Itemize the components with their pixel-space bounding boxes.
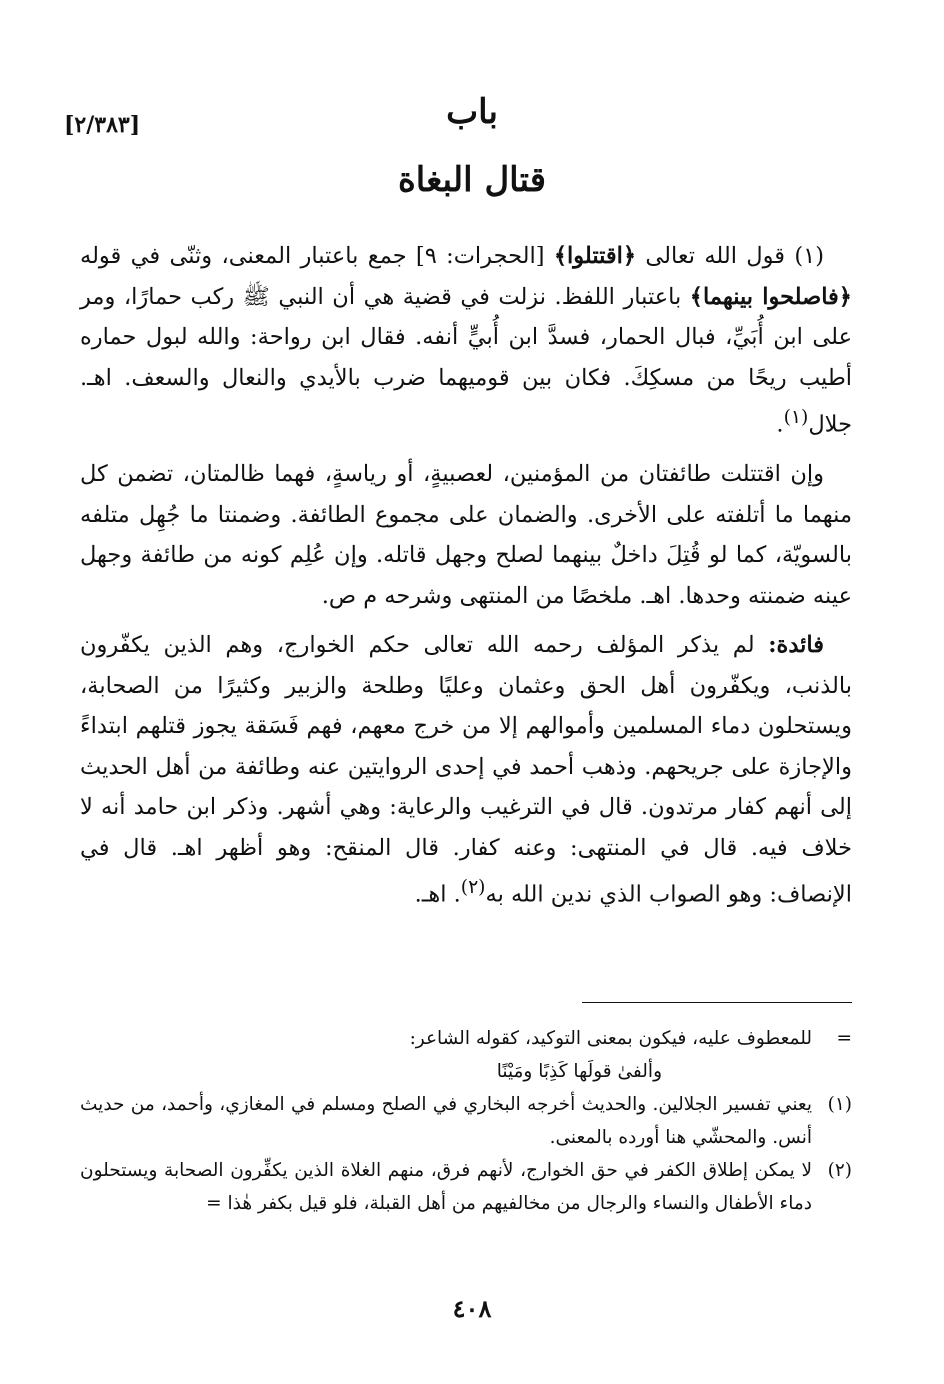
footnotes	[80, 1022, 852, 1220]
page-reference: [٢/٣٨٣]	[64, 112, 141, 138]
text-run: . اهـ.	[414, 881, 461, 908]
footnote-text: يعني تفسير الجلالين. والحديث أخرجه البخاري في الصلح ومسلم في المغازي، وأحمد، من حديث أنس. والمحشّي هنا أورده بالمعنى.	[80, 1094, 812, 1148]
footnote-continuation	[80, 1022, 852, 1088]
footnote-2	[80, 1154, 852, 1220]
chapter-label: باب	[446, 92, 498, 132]
footnote-text: لا يمكن إطلاق الكفر في حق الخوارج، لأنهم فرق، منهم الغلاة الذين يكفِّرون الصحابة ويستحلون دماء الأطفال والنساء والرجال من مخالفيهم من أهل القبلة، فلو قيل بكفر هٰذا =	[80, 1160, 812, 1214]
footnote-line: للمعطوف عليه، فيكون بمعنى التوكيد، كقوله الشاعر:	[409, 1028, 812, 1049]
main-text	[80, 236, 852, 924]
footnote-mark: (٢)	[827, 1160, 852, 1181]
text-run: (١) قول الله تعالى	[636, 243, 824, 269]
footnote-text	[80, 1022, 812, 1088]
text-run: [الحجرات: ٩] جمع باعتبار المعنى، وثنّى في قوله	[80, 243, 554, 269]
footnote-ref: (٢)	[460, 877, 486, 898]
page-number: ٤٠٨	[452, 1294, 492, 1323]
note-lead: فائدة:	[768, 632, 824, 658]
footnote-mark: =	[836, 1028, 852, 1049]
quran-quote: ﴿فاصلحوا بينهما﴾	[689, 283, 852, 310]
paragraph-1	[80, 236, 852, 445]
chapter-title: قتال البغاة	[397, 160, 547, 200]
paragraph-2: وإن اقتتلت طائفتان من المؤمنين، لعصبيةٍ، أو رياسةٍ، فهما ظالمتان، تضمن كل منهما ما أتلفته على الأخرى. والضمان على مجموع الطائفة. وضمنتا ما جُهِل متلفه بالسويّة، كما لو قُتِلَ داخلٌ بينهما لصلح وجهل قاتله. وإن عُلِم كونه من طائفة وجهل عينه ضمنته وحدها. اهـ. ملخصًا من المنتهى وشرحه م ص.	[80, 461, 852, 609]
footnote-separator	[582, 1002, 852, 1003]
text-run: .	[776, 411, 784, 438]
footnote-ref: (١)	[783, 407, 809, 428]
footnote-1	[80, 1088, 852, 1154]
poetry-verse: وألفىٰ قولَها كَذِبًا ومَيْنًا	[496, 1061, 662, 1082]
text-run: باعتبار اللفظ. نزلت في قضية هي أن النبي ﷺ ركب حمارًا، ومر على ابن أُبَيِّ، فبال الحمار، فسدَّ ابن أُبيٍّ أنفه. فقال ابن رواحة: والله لبول حماره أطيب ريحًا من مسكِكَ. فكان بين قوميهما ضرب بالأيدي والنعال والسعف. اهـ. جلال	[80, 283, 852, 438]
text-run: لم يذكر المؤلف رحمه الله تعالى حكم الخوارج، وهم الذين يكفّرون بالذنب، ويكفّرون أهل الحق وعثمان وعليًا وطلحة والزبير وكثيرًا من الصحابة، ويستحلون دماء المسلمين وأموالهم إلا من خرج معهم، فهم فَسَقة يجوز قتلهم ابتداءً والإجازة على جريحهم. وذهب أحمد في إحدى الروايتين عنه وطائفة من أهل الحديث إلى أنهم كفار مرتدون. قال في الترغيب والرعاية: وهي أشهر. وذكر ابن حامد أنه لا خلاف فيه. قال في المنتهى: وعنه كفار. قال المنقح: وهو أظهر اهـ. قال في الإنصاف: وهو الصواب الذي ندين الله به	[80, 632, 852, 908]
quran-quote: ﴿اقتتلوا﴾	[553, 243, 637, 269]
footnote-mark: (١)	[827, 1094, 852, 1115]
paragraph-3	[80, 625, 852, 915]
